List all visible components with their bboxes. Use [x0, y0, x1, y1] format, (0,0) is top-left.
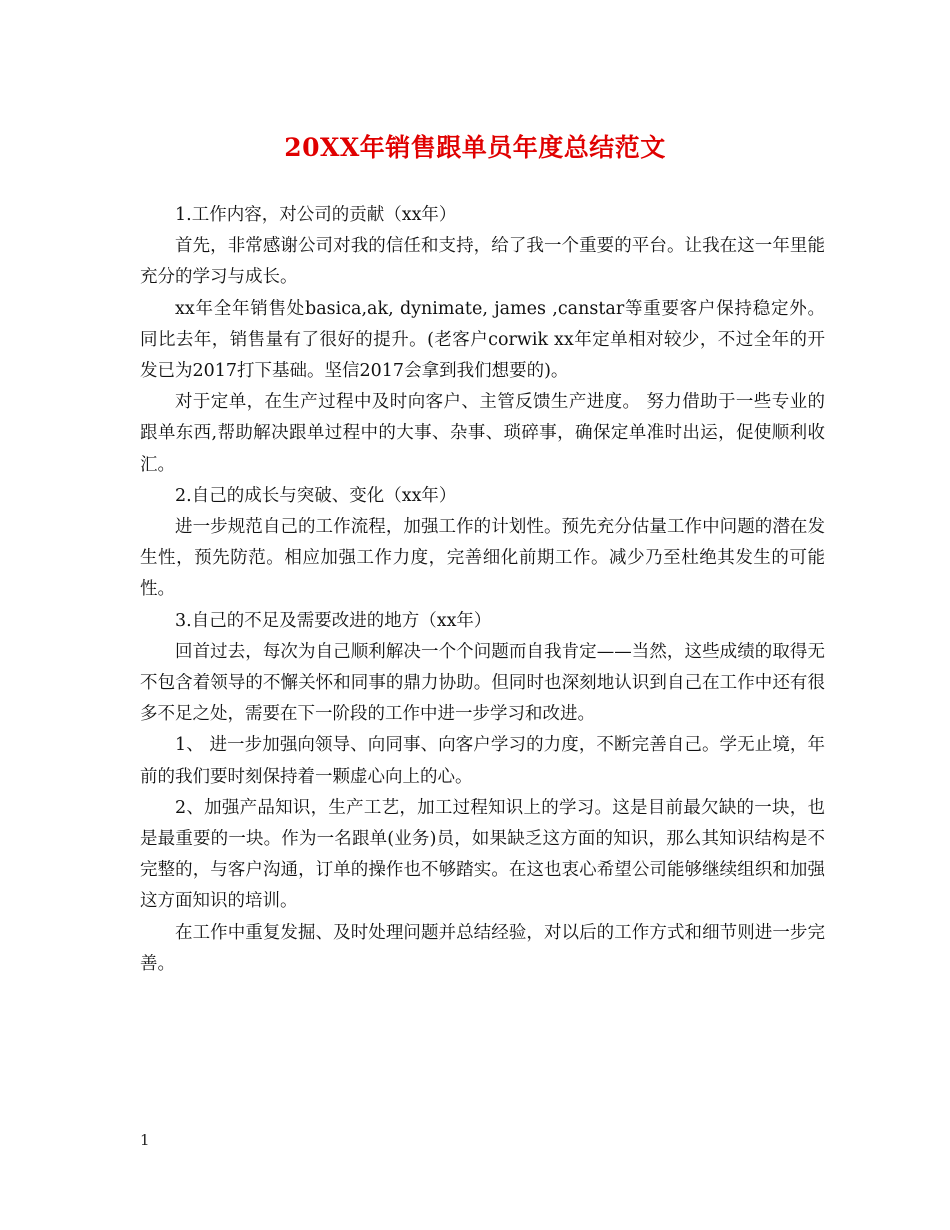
page-number: 1 — [140, 1131, 150, 1149]
section-heading-1: 1.工作内容，对公司的贡献（xx年） — [175, 205, 457, 225]
paragraph: 进一步规范自己的工作流程，加强工作的计划性。预先充分估量工作中问题的潜在发生性，预先防范。相应加强工作力度，完善细化前期工作。减少乃至杜绝其发生的可能性。 — [140, 517, 825, 600]
list-item: 1、 进一步加强向领导、向同事、向客户学习的力度，不断完善自己。学无止境，年前的我们要时刻保持着一颗虚心向上的心。 — [140, 735, 825, 787]
paragraph: 首先，非常感谢公司对我的信任和支持，给了我一个重要的平台。让我在这一年里能充分的学习与成长。 — [140, 236, 825, 288]
paragraph: xx年全年销售处basica,ak, dynimate, james ,canstar等重要客户保持稳定外。同比去年，销售量有了很好的提升。(老客户corwik xx年定单相对较少，不过全年的开发已为2017打下基础。坚信2017会拿到我们想要的)。 — [140, 298, 825, 382]
list-item: 2、加强产品知识，生产工艺，加工过程知识上的学习。这是目前最欠缺的一块，也是最重要的一块。作为一名跟单(业务)员，如果缺乏这方面的知识，那么其知识结构是不完整的，与客户沟通，订单的操作也不够踏实。在这也衷心希望公司能够继续组织和加强这方面知识的培训。 — [140, 797, 825, 912]
paragraph: 在工作中重复发掘、及时处理问题并总结经验，对以后的工作方式和细节则进一步完善。 — [140, 922, 825, 974]
paragraph: 对于定单，在生产过程中及时向客户、主管反馈生产进度。 努力借助于一些专业的跟单东西,帮助解决跟单过程中的大事、杂事、琐碎事，确保定单准时出运，促使顺利收汇。 — [140, 392, 825, 475]
section-heading-3: 3.自己的不足及需要改进的地方（xx年） — [175, 610, 492, 631]
paragraph: 回首过去，每次为自己顺利解决一个个问题而自我肯定——当然，这些成绩的取得无不包含着领导的不懈关怀和同事的鼎力协助。但同时也深刻地认识到自己在工作中还有很多不足之处，需要在下一阶段的工作中进一步学习和改进。 — [140, 641, 825, 725]
document-body — [140, 200, 825, 980]
document-title: 20XX年销售跟单员年度总结范文 — [284, 133, 666, 162]
section-heading-2: 2.自己的成长与突破、变化（xx年） — [175, 485, 457, 506]
